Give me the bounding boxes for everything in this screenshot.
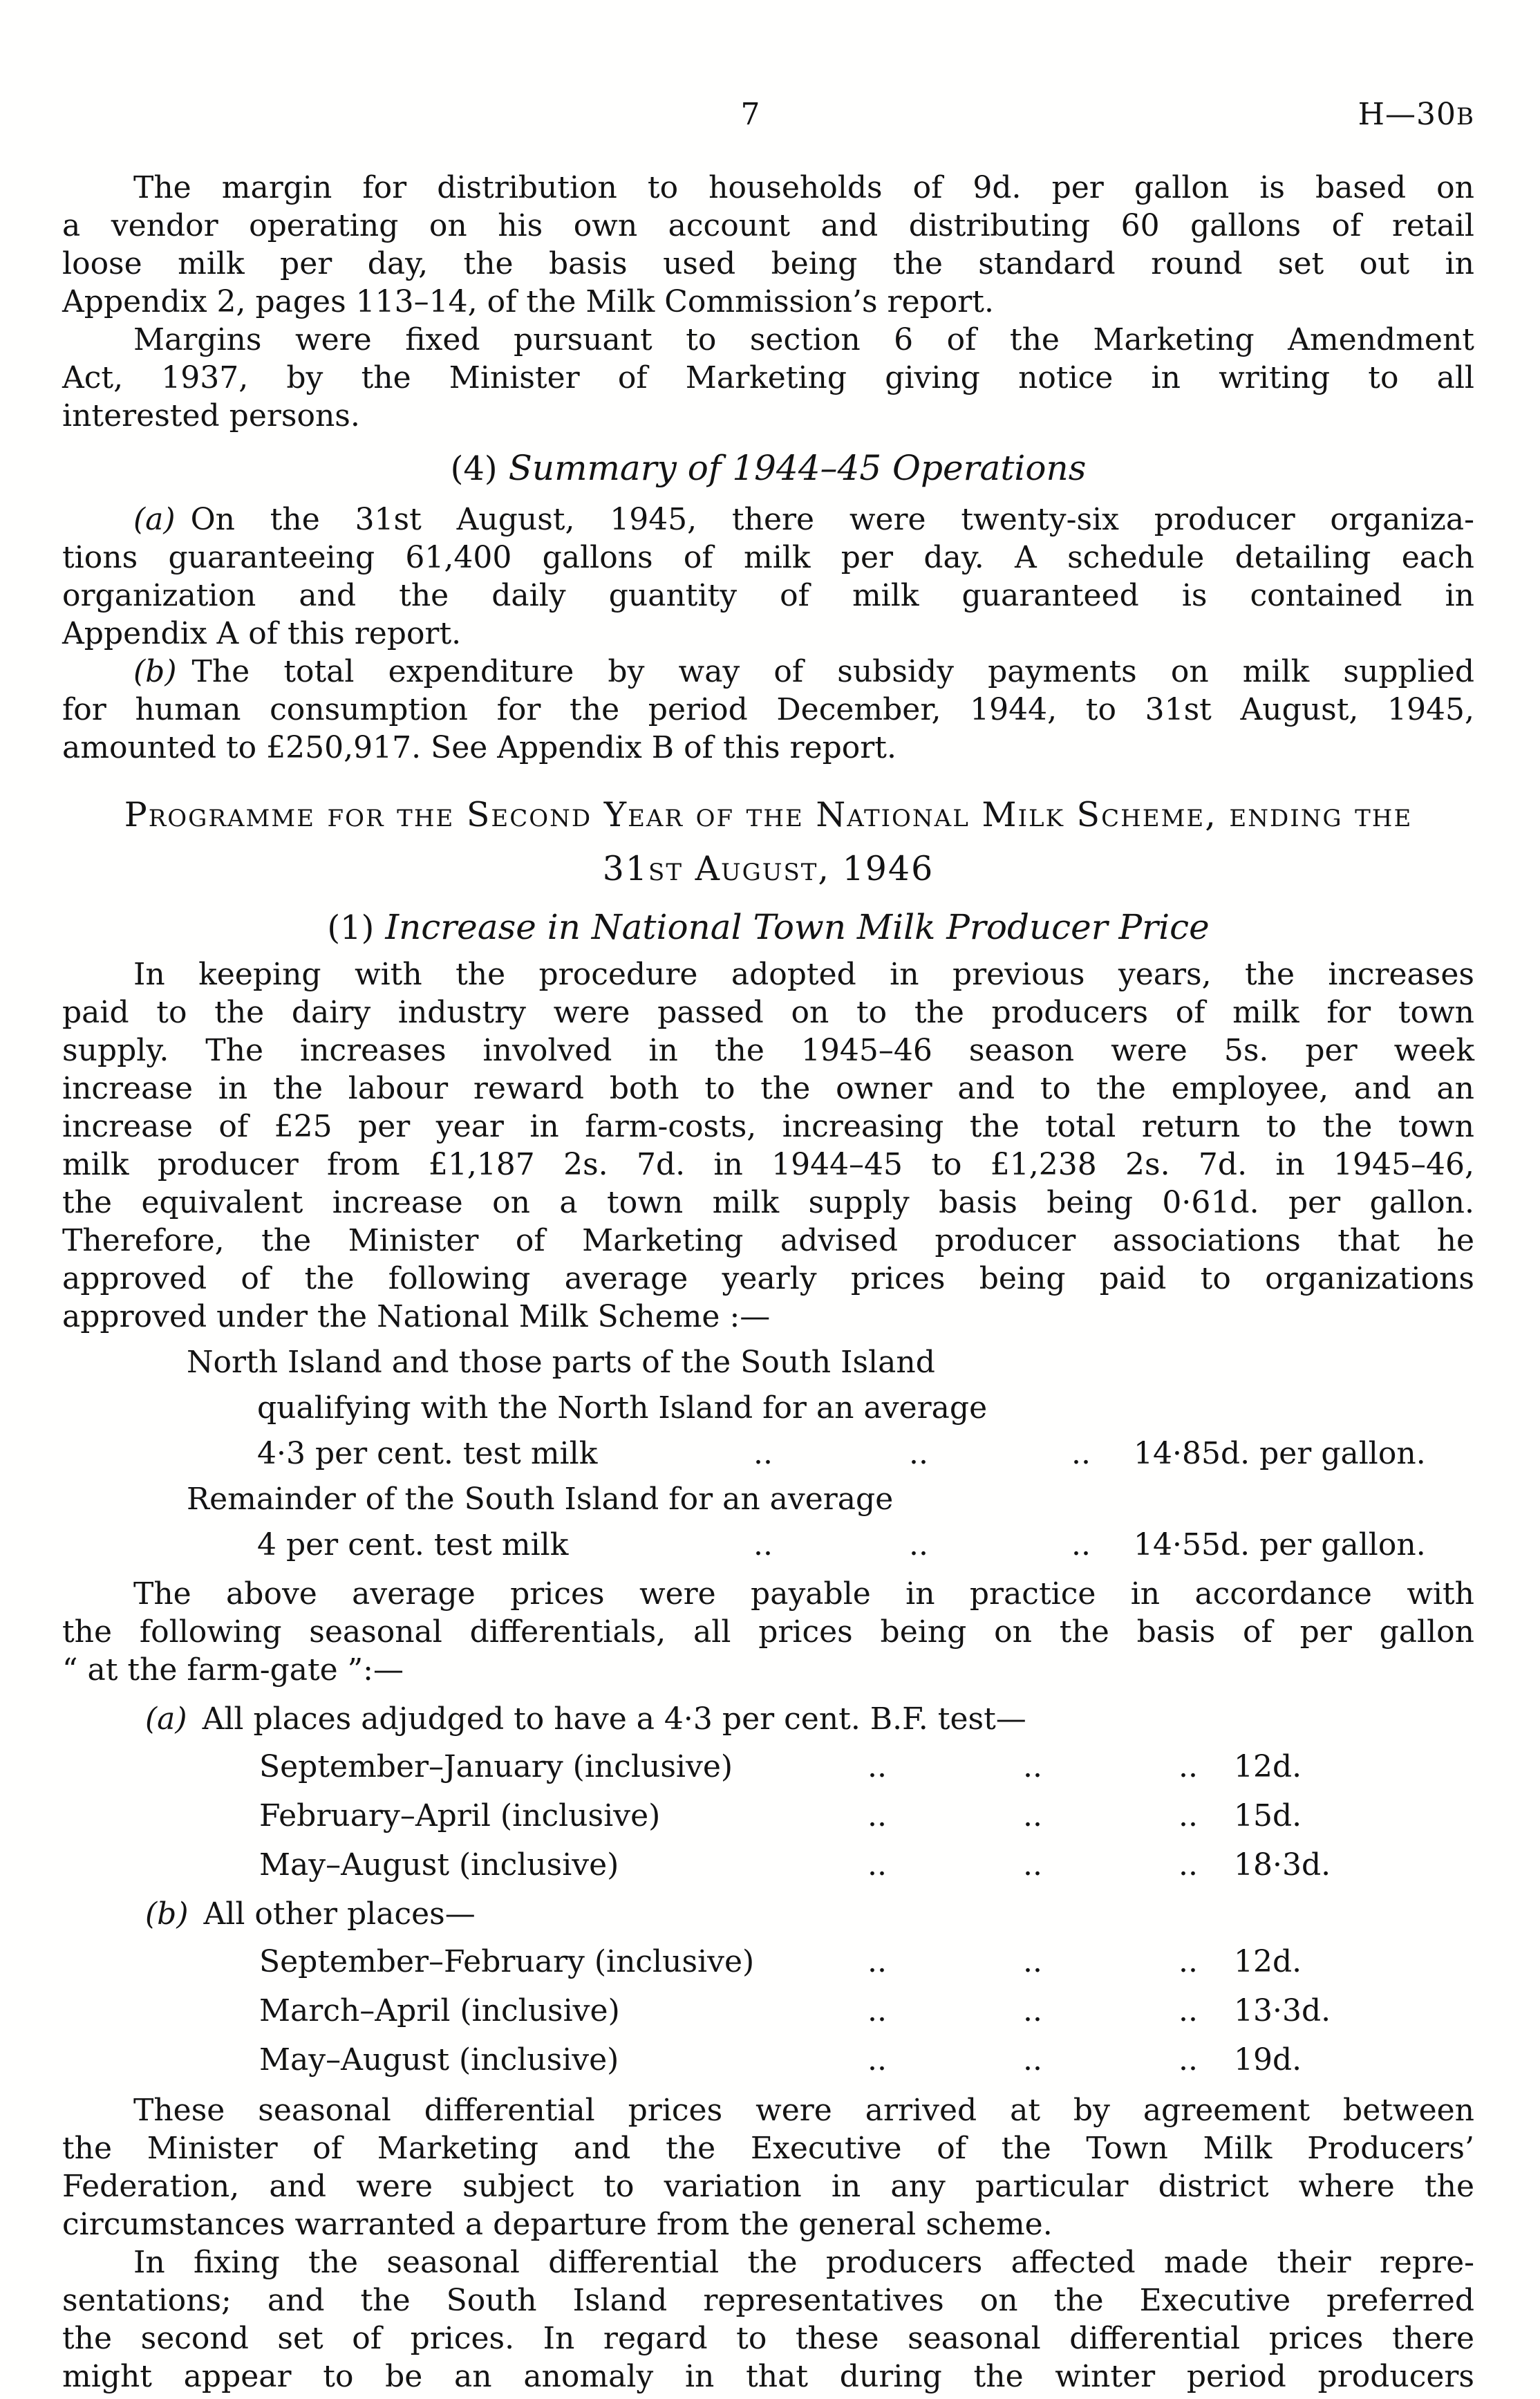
- differential-row: [62, 2035, 1474, 2084]
- differential-row-label: September–February (inclusive): [259, 1944, 755, 1979]
- differential-list-b-heading: [62, 1895, 1474, 1933]
- heading-title: Summary of 1944–45 Operations: [508, 448, 1087, 488]
- dot-leader: ..: [1071, 1436, 1091, 1471]
- paragraph-seasonal-differentials: [62, 1575, 1474, 1689]
- paragraph-agreement: [62, 2091, 1474, 2243]
- text-line: Act, 1937, by the Minister of Marketing giving notice in writing to all: [62, 360, 1474, 395]
- differential-row-value: 13·3d.: [1234, 1993, 1331, 2028]
- paragraph-producer-organizations: [62, 501, 1474, 653]
- differential-row: [62, 1840, 1474, 1889]
- dot-leader: ..: [867, 1993, 887, 2028]
- text-line: the second set of prices. In regard to these seasonal differential prices there: [62, 2321, 1474, 2356]
- document-reference-suffix: B: [1456, 103, 1474, 131]
- text-line: approved under the National Milk Scheme :—: [62, 1299, 771, 1334]
- list-heading-text: All places adjudged to have a 4·3 per cent. B.F. test—: [202, 1701, 1026, 1737]
- list-marker: (b): [145, 1896, 189, 1932]
- text-line: In keeping with the procedure adopted in previous years, the increases: [133, 957, 1474, 992]
- list-marker: (a): [145, 1701, 187, 1737]
- dot-leader: ..: [867, 1847, 887, 1883]
- dot-leader: ..: [909, 1436, 928, 1471]
- text-line: the equivalent increase on a town milk supply basis being 0·61d. per gallon.: [62, 1185, 1474, 1220]
- price-row-label: 4·3 per cent. test milk: [257, 1436, 598, 1471]
- heading-number: (4): [450, 449, 498, 488]
- text-line: Appendix 2, pages 113–14, of the Milk Commission’s report.: [62, 284, 994, 319]
- text-line: the following seasonal differentials, all prices being on the basis of per gallon: [62, 1614, 1474, 1650]
- dot-leader: ..: [867, 1944, 887, 1979]
- dot-leader: ..: [1179, 1993, 1198, 2028]
- differential-row-value: 19d.: [1234, 2042, 1302, 2078]
- differential-row: [62, 1986, 1474, 2035]
- text-line: Appendix A of this report.: [62, 616, 462, 651]
- dot-leader: ..: [1179, 1798, 1198, 1833]
- differential-list-b: [62, 1895, 1474, 2084]
- text-line: increase in the labour reward both to the owner and to the employee, and an: [62, 1071, 1474, 1106]
- paragraph-subsidy-expenditure: [62, 653, 1474, 767]
- heading-summary-operations: [62, 447, 1474, 491]
- dot-leader: ..: [1071, 1527, 1091, 1562]
- paragraph-fixing-differential: [62, 2243, 1474, 2396]
- price-row-north-island: [62, 1431, 1474, 1477]
- text-line: The above average prices were payable in practice in accordance with: [133, 1576, 1474, 1612]
- text-line: tions guaranteeing 61,400 gallons of milk per day. A schedule detailing each: [62, 540, 1474, 575]
- text-line: In fixing the seasonal differential the producers affected made their repre-: [133, 2245, 1474, 2280]
- text-line: (b) The total expenditure by way of subsidy payments on milk supplied: [133, 654, 1474, 689]
- dot-leader: ..: [1023, 1749, 1042, 1784]
- dot-leader: ..: [1023, 2042, 1042, 2078]
- heading-programme: [62, 794, 1474, 890]
- differential-row: [62, 1937, 1474, 1986]
- heading-number: (1): [327, 908, 375, 947]
- text-line: The margin for distribution to households of 9d. per gallon is based on: [133, 170, 1474, 205]
- differential-row-value: 18·3d.: [1234, 1847, 1331, 1883]
- text-line: sentations; and the South Island representatives on the Executive preferred: [62, 2283, 1474, 2318]
- paragraph-marker: (b): [133, 654, 177, 689]
- text-line: increase of £25 per year in farm-costs, increasing the total return to the town: [62, 1109, 1474, 1144]
- text-line: for human consumption for the period December, 1944, to 31st August, 1945,: [62, 692, 1474, 727]
- text-line: the Minister of Marketing and the Executive of the Town Milk Producers’: [62, 2131, 1474, 2166]
- text-line: organization and the daily guantity of milk guaranteed is contained in: [62, 578, 1474, 613]
- text-line: might appear to be an anomaly in that during the winter period producers: [62, 2359, 1474, 2394]
- text-line: approved of the following average yearly prices being paid to organizations: [62, 1261, 1474, 1296]
- text-line: Margins were fixed pursuant to section 6 of the Marketing Amendment: [133, 322, 1474, 357]
- differential-row: [62, 1742, 1474, 1791]
- text-line: amounted to £250,917. See Appendix B of this report.: [62, 730, 896, 765]
- dot-leader: ..: [1179, 1847, 1198, 1883]
- dot-leader: ..: [1179, 1944, 1198, 1979]
- text-line: paid to the dairy industry were passed on to the producers of milk for town: [62, 995, 1474, 1030]
- differential-row-label: March–April (inclusive): [259, 1993, 620, 2028]
- dot-leader: ..: [1023, 1847, 1042, 1883]
- differential-row-label: February–April (inclusive): [259, 1798, 661, 1833]
- page-number: 7: [740, 97, 760, 132]
- differential-list-a-heading: [62, 1700, 1474, 1738]
- differential-row-value: 12d.: [1234, 1944, 1302, 1979]
- price-intro-line: qualifying with the North Island for an average: [257, 1390, 988, 1426]
- dot-leader: ..: [1179, 2042, 1198, 2078]
- heading-programme-line2: 31st August, 1946: [602, 849, 935, 888]
- paragraph-increases: [62, 955, 1474, 1336]
- document-reference-main: H—30: [1358, 97, 1456, 132]
- text-line: loose milk per day, the basis used being the standard round set out in: [62, 246, 1474, 281]
- text-line: supply. The increases involved in the 1945–46 season were 5s. per week: [62, 1033, 1474, 1068]
- paragraph-margin-distribution: [62, 169, 1474, 321]
- dot-leader: ..: [867, 1749, 887, 1784]
- dot-leader: ..: [1179, 1749, 1198, 1784]
- text-line: circumstances warranted a departure from the general scheme.: [62, 2207, 1053, 2242]
- differential-row-label: May–August (inclusive): [259, 1847, 619, 1883]
- differential-list-a: [62, 1700, 1474, 1889]
- dot-leader: ..: [1023, 1993, 1042, 2028]
- price-intro-line: North Island and those parts of the South Island: [187, 1345, 935, 1380]
- dot-leader: ..: [753, 1436, 773, 1471]
- price-intro-line: Remainder of the South Island for an average: [187, 1482, 894, 1517]
- document-reference: [1358, 97, 1474, 132]
- text-line: Federation, and were subject to variation in any particular district where the: [62, 2169, 1474, 2204]
- price-row-value: 14·55d. per gallon.: [1134, 1527, 1426, 1562]
- heading-title: Increase in National Town Milk Producer Price: [385, 907, 1210, 947]
- list-heading-text: All other places—: [203, 1896, 476, 1932]
- differential-row: [62, 1791, 1474, 1840]
- dot-leader: ..: [909, 1527, 928, 1562]
- dot-leader: ..: [753, 1527, 773, 1562]
- text-line: interested persons.: [62, 398, 360, 433]
- text-line: “ at the farm-gate ”:—: [62, 1652, 404, 1688]
- text-line: (a) On the 31st August, 1945, there were twenty-six producer organiza-: [133, 502, 1474, 537]
- text-line: milk producer from £1,187 2s. 7d. in 1944–45 to £1,238 2s. 7d. in 1945–46,: [62, 1147, 1474, 1182]
- paragraph-margins-fixed: [62, 321, 1474, 435]
- differential-row-value: 12d.: [1234, 1749, 1302, 1784]
- text-line: Therefore, the Minister of Marketing advised producer associations that he: [62, 1223, 1474, 1258]
- differential-row-value: 15d.: [1234, 1798, 1302, 1833]
- dot-leader: ..: [1023, 1944, 1042, 1979]
- price-row-value: 14·85d. per gallon.: [1134, 1436, 1426, 1471]
- price-row-south-island: [62, 1522, 1474, 1568]
- heading-increase-price: [62, 906, 1474, 950]
- paragraph-marker: (a): [133, 502, 176, 537]
- text-line: These seasonal differential prices were arrived at by agreement between: [133, 2093, 1474, 2128]
- differential-row-label: May–August (inclusive): [259, 2042, 619, 2078]
- page-header: [62, 97, 1474, 136]
- heading-programme-line1: Programme for the Second Year of the National Milk Scheme, ending the: [124, 795, 1413, 834]
- text-line: a vendor operating on his own account and distributing 60 gallons of retail: [62, 208, 1474, 243]
- price-schedule: [62, 1340, 1474, 1568]
- differential-row-label: September–January (inclusive): [259, 1749, 733, 1784]
- dot-leader: ..: [1023, 1798, 1042, 1833]
- price-row-label: 4 per cent. test milk: [257, 1527, 569, 1562]
- dot-leader: ..: [867, 1798, 887, 1833]
- dot-leader: ..: [867, 2042, 887, 2078]
